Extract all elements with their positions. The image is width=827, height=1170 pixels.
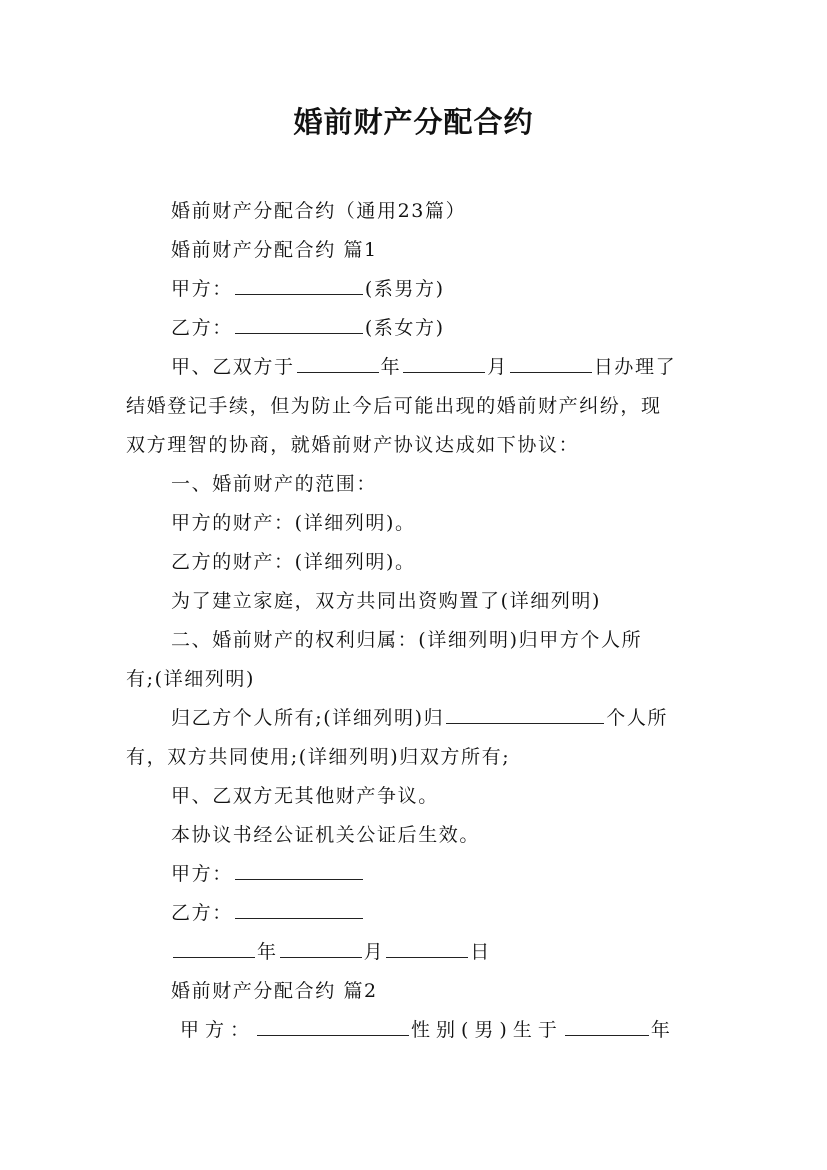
party-a-label: 甲方： xyxy=(171,863,233,885)
paragraph xyxy=(171,542,716,582)
blank-line xyxy=(297,357,379,373)
text: 月 xyxy=(363,941,385,963)
party-a-label: 甲方： xyxy=(171,278,233,300)
section-heading: 婚前财产分配合约 篇1 xyxy=(171,239,378,261)
text: 结婚登记手续，但为防止今后可能出现的婚前财产纠纷，现 xyxy=(126,395,662,417)
paragraph xyxy=(171,269,716,309)
paragraph xyxy=(171,581,716,621)
text: 本协议书经公证机关公证后生效。 xyxy=(171,824,481,846)
text: (系女方) xyxy=(364,317,445,339)
blank-line xyxy=(446,708,604,724)
paragraph xyxy=(171,776,716,816)
paragraph xyxy=(180,1010,710,1050)
date-line xyxy=(171,932,716,972)
blank-line xyxy=(235,318,363,334)
party-a-label: 甲方： xyxy=(180,1019,256,1041)
blank-line xyxy=(235,903,363,919)
document-title: 婚前财产分配合约 xyxy=(293,105,534,139)
text: 有，双方共同使用;(详细列明)归双方所有; xyxy=(126,746,511,768)
paragraph xyxy=(171,698,716,738)
text: (系男方) xyxy=(364,278,445,300)
section-heading: 婚前财产分配合约 篇2 xyxy=(171,980,378,1002)
text: 甲、乙双方无其他财产争议。 xyxy=(171,785,439,807)
blank-line xyxy=(280,942,362,958)
text: 性别(男)生于 xyxy=(411,1019,563,1041)
text: 归乙方个人所有;(详细列明)归 xyxy=(171,707,445,729)
paragraph xyxy=(126,425,716,465)
text: 年 xyxy=(650,1019,676,1041)
blank-line xyxy=(173,942,255,958)
text: 甲、乙双方于 xyxy=(171,356,295,378)
section-heading: 二、婚前财产的权利归属：(详细列明)归甲方个人所 xyxy=(171,629,643,651)
text: 月 xyxy=(487,356,508,378)
paragraph xyxy=(171,620,716,660)
signature-line xyxy=(171,854,716,894)
blank-line xyxy=(403,357,485,373)
blank-line xyxy=(235,864,363,880)
blank-line xyxy=(257,1020,409,1036)
paragraph xyxy=(171,815,716,855)
paragraph xyxy=(126,386,716,426)
paragraph xyxy=(171,191,716,231)
text: 日办理了 xyxy=(593,356,677,378)
text: 有;(详细列明) xyxy=(126,668,256,690)
party-b-label: 乙方： xyxy=(171,902,233,924)
subtitle: 婚前财产分配合约（通用23篇） xyxy=(171,200,467,222)
text: 年 xyxy=(257,941,278,963)
text: 年 xyxy=(380,356,402,378)
paragraph xyxy=(171,503,716,543)
paragraph xyxy=(171,347,716,387)
text: 个人所 xyxy=(606,707,669,729)
paragraph xyxy=(171,464,716,504)
party-b-label: 乙方： xyxy=(171,317,233,339)
paragraph xyxy=(126,659,716,699)
blank-line xyxy=(235,279,363,295)
blank-line xyxy=(565,1020,649,1036)
text: 甲方的财产：(详细列明)。 xyxy=(171,512,416,534)
signature-line xyxy=(171,893,716,933)
text: 为了建立家庭，双方共同出资购置了(详细列明) xyxy=(171,590,602,612)
text: 双方理智的协商，就婚前财产协议达成如下协议： xyxy=(126,434,580,456)
paragraph xyxy=(171,230,716,270)
paragraph xyxy=(171,308,716,348)
text: 乙方的财产：(详细列明)。 xyxy=(171,551,416,573)
section-heading: 一、婚前财产的范围： xyxy=(171,473,378,495)
paragraph xyxy=(126,737,716,777)
paragraph xyxy=(171,971,716,1011)
text: 日 xyxy=(470,941,491,963)
blank-line xyxy=(386,942,468,958)
blank-line xyxy=(510,357,592,373)
